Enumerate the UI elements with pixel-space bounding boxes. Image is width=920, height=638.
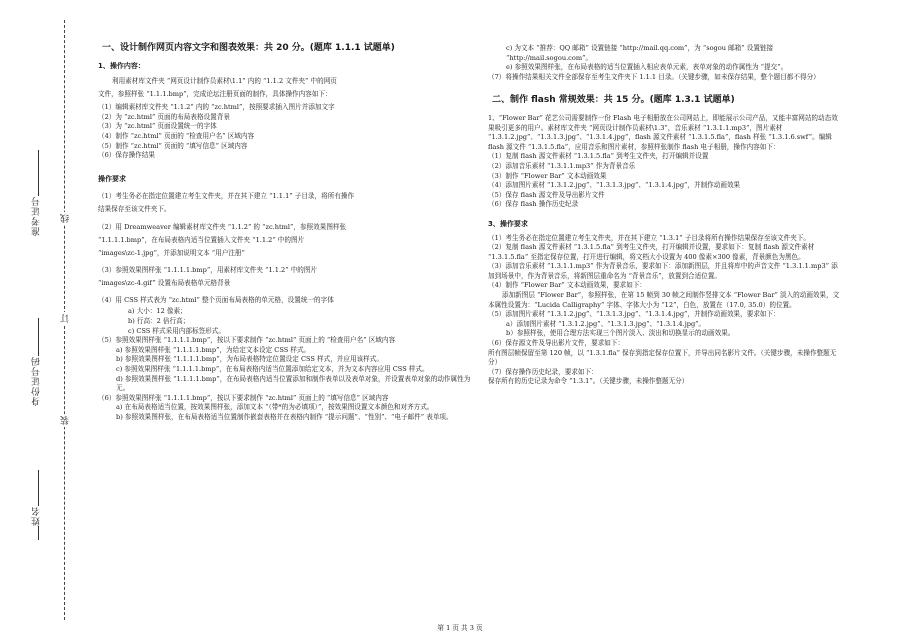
list-item: （3）添加音乐素材 “1.3.1.1.mp3” 作为背景音乐，要求如下：添加新图层，并且将库中的声音文件 “1.3.1.1.mp3” 添加到场景中，作为背景音乐，将新图层重命名为 “背景音乐”，放置到合适位置。	[488, 262, 838, 280]
list-item: c) 参照效果图样张 “1.1.1.1.bmp”，在布局表格内适当位置添加给定文本，并为文本内容应用 CSS 样式。	[116, 364, 429, 373]
requirements-3-list	[488, 234, 844, 388]
id-no-label: 身份证号码	[32, 356, 42, 406]
list-item: （1）编辑素材库文件夹 “1.1.2” 内的 “zc.html”，按照要求插入图片并添加文字	[98, 103, 335, 112]
list-item: （7）保存操作历史纪录，要求如下：	[488, 367, 598, 376]
left-column	[98, 36, 476, 422]
step-6-list	[98, 403, 476, 422]
task-intro	[98, 75, 476, 101]
right-column	[488, 44, 844, 387]
flash-intro: 1、“Flower Bar” 花艺公司需要制作一份 Flash 电子相册放在公司网站上，即能展示公司产品，又能丰富网站的动态效果吸引更多的用户。素材库文件夹 “网页设计制作员素材\1.3”，音乐素材 “1.3.1.1.mp3”，图片素材 “1.3.1.2.jpg”、“1.3.1.3.jpg”、“1.3.1.4.jpg”，flash 源文件素材 “1.3.1.5.fla”，flash 样张 “1.3.1.6.swf”。编辑 flash 源文件 “1.3.1.5.fla”，应用音乐和图片素材，参照样张制作 flash 电子相册，操作内容如下：	[488, 113, 838, 151]
step-6: （6）参照效果图样张 “1.1.1.1.bmp”，按以下要求制作 “zc.html” 页面上的 “填写信息” 区域内容	[98, 393, 389, 402]
list-item: e) 参照效果图样张，在布局表格的适当位置插入相应表单元素，表单对象的动作属性为 “提交”。	[506, 63, 788, 72]
css-list	[98, 307, 476, 336]
list-item: a) 参照效果图样张 “1.1.1.1.bmp”，为给定文本设定 CSS 样式。	[116, 345, 311, 354]
list-item: b) 参照效果图样张，在布局表格适当位置制作嵌套表格并在表格内制作 “提示问题”、“性别”、“电子邮件” 表单项。	[116, 412, 453, 421]
list-item: b) 参照效果图样张 “1.1.1.1.bmp”，为布局表格特定位置设定 CSS 样式，并应用该样式。	[116, 355, 383, 364]
list-item: （3）为 “zc.html” 页面设置统一的字体	[98, 122, 217, 131]
list-item: （6）保存源文件及导出影片文件，要求如下：	[488, 339, 625, 348]
line-mark: 线	[61, 214, 71, 223]
list-item: 添加新图层 “Flower Bar”，参照样张，在第 15 帧到 30 帧之间制作竖排文本 “Flower Bar” 淡入的动画效果，文本属性设置为：“Lucida Calligraphy” 字体、字体大小为 “12”，白色，放置在（17.0, 35.0）的位置。	[488, 291, 840, 309]
list-item: （4）制作 “zc.html” 页面的 “检查用户名” 区域内容	[98, 131, 255, 140]
list-item: b）参照样张，使用合理方法实现三个图片淡入、淡出和切换显示的动画效果。	[506, 329, 735, 338]
list-item: 保存所有的历史记录为命令 “1.3.1”。（关键步骤，未操作整题无分）	[488, 377, 689, 386]
text-line: “images\zc-4.gif” 设置布局表格单元格背景	[98, 279, 231, 288]
step-5: （5）参照效果图样张 “1.1.1.1.bmp”，按以下要求制作 “zc.html” 页面上的 “检查用户名” 区域内容	[98, 336, 396, 345]
list-item: （2）复制 flash 源文件素材 “1.3.1.5.fla” 到考生文件夹，打开编辑并设置，要求如下：复制 flash 源文件素材 “1.3.1.5.fla” 至指定保存位置，打开进行编辑，将文档大小设置为 400 像素×300 像素，背景颜色为黑色。	[488, 243, 815, 261]
list-item: c) 为文本 “推荐：QQ 邮箱” 设置链接 “http://mail.qq.com”，为 “sogou 邮箱” 设置链接 “http://mail.sogou.com”。	[506, 44, 774, 62]
list-item: （4）制作 “Flower Bar” 文本动画效果，要求如下：	[488, 281, 647, 290]
list-item: （6）保存 flash 操作历史纪录	[488, 200, 579, 209]
list-item: （4）添加图片素材 “1.3.1.2.jpg”、“1.3.1.3.jpg”、“1.3.1.4.jpg”，并制作动画效果	[488, 181, 741, 190]
text-line: “1.1.1.1.bmp”，在布局表格内适当位置插入文件夹 “1.1.2” 中的图片	[98, 236, 305, 245]
list-item: （1）考生务必在指定位置建立考生文件夹，并在其下建立 “1.3.1” 子目录将所有操作结果保存至该文件夹下。	[488, 233, 811, 242]
text-line: “images\zc-1.jpg”，并添加说明文本 “用户注册”	[98, 249, 245, 258]
task-list	[98, 103, 476, 161]
name-label: 姓名	[32, 506, 42, 526]
list-item: d) 参照效果图样张 “1.1.1.1.bmp”，在布局表格内适当位置添加和制作表单以及表单对象，并设置表单对象的动作属性为无。	[116, 374, 471, 393]
list-item: （5）制作 “zc.html” 页面的 “填写信息” 区域内容	[98, 141, 248, 150]
list-item: （3）制作 “Flower Bar” 文本动画效果	[488, 171, 607, 180]
text-line: 结果保存至该文件夹下。	[98, 205, 171, 214]
requirements-heading: 操作要求	[98, 174, 126, 183]
list-item: （5）保存 flash 源文件及导出影片文件	[488, 190, 605, 199]
list-item: （1）复制 flash 源文件素材 “1.3.1.5.fla” 到考生文件夹，打开编辑并设置	[488, 152, 709, 161]
list-item: c) CSS 样式采用内部标签形式。	[128, 326, 225, 335]
requirements-list	[98, 190, 476, 307]
seal-mark: 装	[61, 416, 71, 425]
binding-margin	[0, 0, 95, 638]
list-item: b) 行高：2 倍行高；	[128, 316, 190, 325]
list-item: 所有图层帧保留至第 120 帧，以 “1.3.1.fla” 保存到指定保存位置下，并导出同名影片文件。（关键步骤，未操作整题无分）	[488, 348, 837, 367]
page-footer: 第 1 页 共 3 页	[437, 624, 483, 632]
section-1-title: 一、设计制作网页内容文字和图表效果：共 20 分。(题库 1.1.1 试题单)	[102, 43, 395, 53]
exam-no-label: 准考证号	[32, 196, 42, 236]
task-heading: 1、操作内容：	[98, 61, 145, 70]
continued-list	[488, 44, 844, 73]
list-item: （6）保存操作结果	[98, 151, 155, 160]
text-line: 利用素材库文件夹 “网页设计制作员素材\1.1” 内的 “1.1.2 文件夹” 中的网页	[112, 77, 337, 86]
text-line: （3）参照效果图样张 “1.1.1.1.bmp”，用素材库文件夹 “1.1.2” 中的图片	[98, 266, 318, 275]
list-item: （2）为 “zc.html” 页面的布局表格设置背景	[98, 112, 230, 121]
step-5-list	[98, 346, 476, 394]
text-line: （4）用 CSS 样式表为 “zc.html” 整个页面布局表格的单元格，设置统一的字体	[98, 296, 334, 305]
list-item: （5）添加图片素材 “1.3.1.2.jpg”、“1.3.1.3.jpg”、“1.3.1.4.jpg”，并制作动画效果，要求如下：	[488, 310, 780, 319]
text-line: （1）考生务必在指定位置建立考生文件夹，并在其下建立 “1.1.1” 子目录，将所有操作	[98, 192, 355, 201]
step-7: （7）将操作结果相关文件全部保存至考生文件夹下 1.1.1 目录。（关键步骤，如未保存结果，整个题目都不得分）	[488, 72, 820, 81]
bind-mark: 订	[61, 314, 71, 323]
list-item: a) 大小：12 像素；	[128, 307, 187, 316]
requirements-3-heading: 3、操作要求	[488, 219, 528, 228]
name-fill-line	[38, 470, 39, 540]
list-item: a) 在布局表格适当位置，按效果图样张，添加文本 “（带*的为必填项）”，按效果图设置文本颜色和对齐方式。	[116, 403, 434, 412]
flash-task-list	[488, 152, 844, 210]
list-item: （2）添加音乐素材 “1.3.1.1.mp3” 作为背景音乐	[488, 161, 636, 170]
text-line: 文件，参照样张 “1.1.1.bmp”，完成论坛注册页面的制作，具体操作内容如下：	[98, 90, 332, 99]
text-line: （2）用 Dreamweaver 编辑素材库文件夹 “1.1.2” 的 “zc.html”，参照效果图样张	[98, 223, 347, 232]
section-2-title: 二、制作 flash 常规效果：共 15 分。(题库 1.3.1 试题单)	[492, 95, 735, 106]
list-item: a）添加图片素材 “1.3.1.2.jpg”、“1.3.1.3.jpg”、“1.3.1.4.jpg”。	[506, 319, 706, 328]
